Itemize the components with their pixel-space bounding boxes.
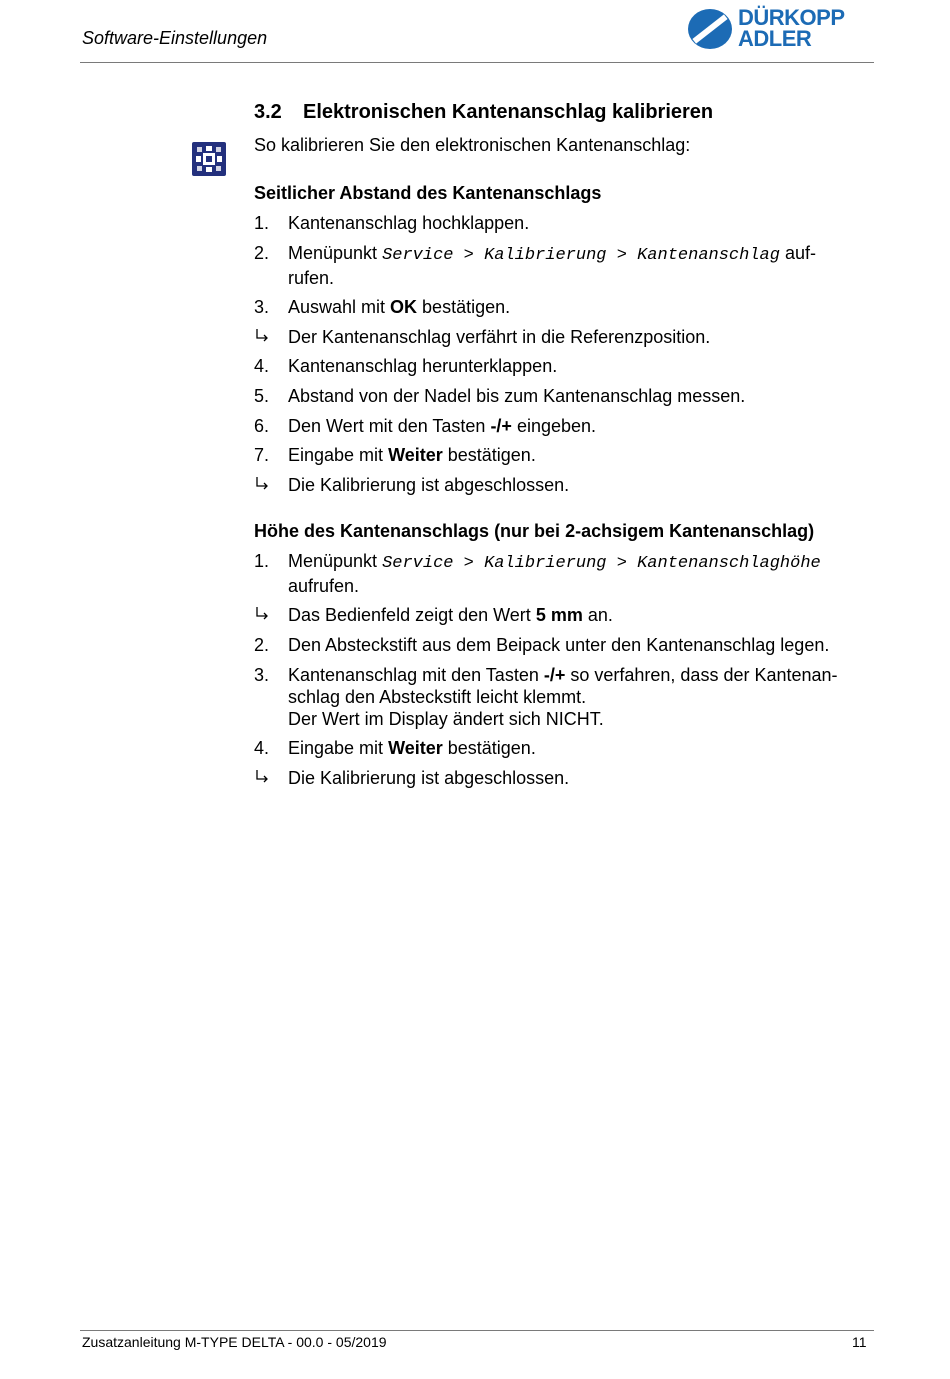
step-text: Kantenanschlag herunterklappen. — [288, 356, 558, 377]
step-text: Eingabe mit — [288, 445, 389, 466]
step-text: Menüpunkt — [288, 550, 383, 571]
step-text: eingeben. — [511, 415, 597, 436]
steps-height — [254, 550, 874, 789]
step-text: bestätigen. — [442, 445, 536, 466]
key-label: Weiter — [388, 738, 443, 759]
step-text: Abstand von der Nadel bis zum Kantenanschlag messen. — [288, 385, 746, 406]
step-text: Menüpunkt — [288, 242, 383, 263]
step-text: auf- — [779, 242, 816, 263]
result-arrow-icon — [254, 326, 284, 348]
key-label: -/+ — [543, 664, 566, 685]
running-header: Software-Einstellungen — [82, 28, 268, 48]
result-arrow-icon — [254, 767, 284, 789]
result-text: an. — [582, 605, 613, 626]
step-text: bestätigen. — [417, 297, 511, 318]
key-label: OK — [390, 297, 418, 318]
header-rule — [80, 62, 874, 63]
page-number: 11 — [852, 1334, 867, 1350]
step-number: 4. — [254, 356, 270, 377]
steps-side-distance — [254, 212, 874, 496]
key-label: Weiter — [388, 445, 443, 466]
list-item — [254, 737, 874, 759]
step-text: schlag den Absteckstift leicht klemmt. — [288, 686, 587, 707]
step-number: 1. — [254, 550, 270, 571]
key-label: -/+ — [490, 415, 512, 436]
step-text: Der Wert im Display ändert sich NICHT. — [288, 708, 604, 729]
subheading-height: Höhe des Kantenanschlags (nur bei 2-achsigem Kantenanschlag) — [254, 520, 815, 541]
logo-mark-icon — [686, 7, 734, 51]
list-item — [254, 385, 874, 407]
step-number: 4. — [254, 738, 270, 759]
section-title — [254, 98, 874, 126]
result-arrow-icon — [254, 474, 284, 496]
step-text: Auswahl mit — [288, 297, 391, 318]
intro-text: So kalibrieren Sie den elektronischen Kantenanschlag: — [254, 135, 691, 155]
list-item — [254, 212, 874, 234]
subheading-side-distance: Seitlicher Abstand des Kantenanschlags — [254, 183, 602, 203]
list-item — [254, 664, 874, 730]
step-text: Den Wert mit den Tasten — [288, 415, 491, 436]
list-item — [254, 296, 874, 318]
value-label: 5 mm — [535, 605, 583, 626]
result-text: Die Kalibrierung ist abgeschlossen. — [288, 767, 570, 788]
step-text: aufrufen. — [288, 575, 360, 596]
step-text: Kantenanschlag hochklappen. — [288, 213, 530, 233]
menu-path: Service > Kalibrierung > Kantenanschlag — [382, 245, 780, 265]
section-title-text: Elektronischen Kantenanschlag kalibrieren — [303, 101, 714, 123]
step-number: 3. — [254, 664, 270, 685]
step-number: 6. — [254, 415, 270, 436]
logo-line-1: DÜRKOPP — [738, 5, 845, 30]
step-text: Eingabe mit — [288, 738, 389, 759]
step-number: 2. — [254, 242, 270, 263]
step-text: Den Absteckstift aus dem Beipack unter den Kantenanschlag legen. — [288, 634, 830, 655]
step-number: 7. — [254, 445, 270, 466]
calibration-icon — [192, 142, 226, 176]
step-number: 1. — [254, 213, 270, 233]
list-item — [254, 474, 874, 496]
result-text: Das Bedienfeld zeigt den Wert — [288, 605, 536, 626]
main-content — [254, 98, 874, 796]
list-item — [254, 550, 874, 597]
step-number: 3. — [254, 297, 270, 318]
step-text: rufen. — [288, 267, 335, 288]
list-item — [254, 355, 874, 377]
list-item — [254, 326, 874, 348]
logo-line-2: ADLER — [738, 26, 812, 51]
menu-path: Service > Kalibrierung > Kantenanschlaghöhe — [382, 553, 821, 573]
list-item — [254, 767, 874, 789]
section-number: 3.2 — [254, 101, 282, 123]
brand-logo — [686, 7, 871, 53]
step-text: Kantenanschlag mit den Tasten — [288, 664, 544, 685]
step-text: bestätigen. — [442, 738, 536, 759]
result-arrow-icon — [254, 604, 284, 626]
list-item — [254, 634, 874, 656]
step-number: 5. — [254, 385, 270, 406]
list-item — [254, 444, 874, 466]
result-text: Die Kalibrierung ist abgeschlossen. — [288, 474, 570, 495]
list-item — [254, 415, 874, 437]
list-item — [254, 242, 874, 289]
result-text: Der Kantenanschlag verfährt in die Referenzposition. — [288, 326, 711, 347]
step-number: 2. — [254, 634, 270, 655]
footer-document-id: Zusatzanleitung M-TYPE DELTA - 00.0 - 05/2019 — [82, 1334, 387, 1350]
step-text: so verfahren, dass der Kantenan- — [565, 664, 838, 685]
footer-rule — [80, 1330, 874, 1331]
list-item — [254, 604, 874, 626]
